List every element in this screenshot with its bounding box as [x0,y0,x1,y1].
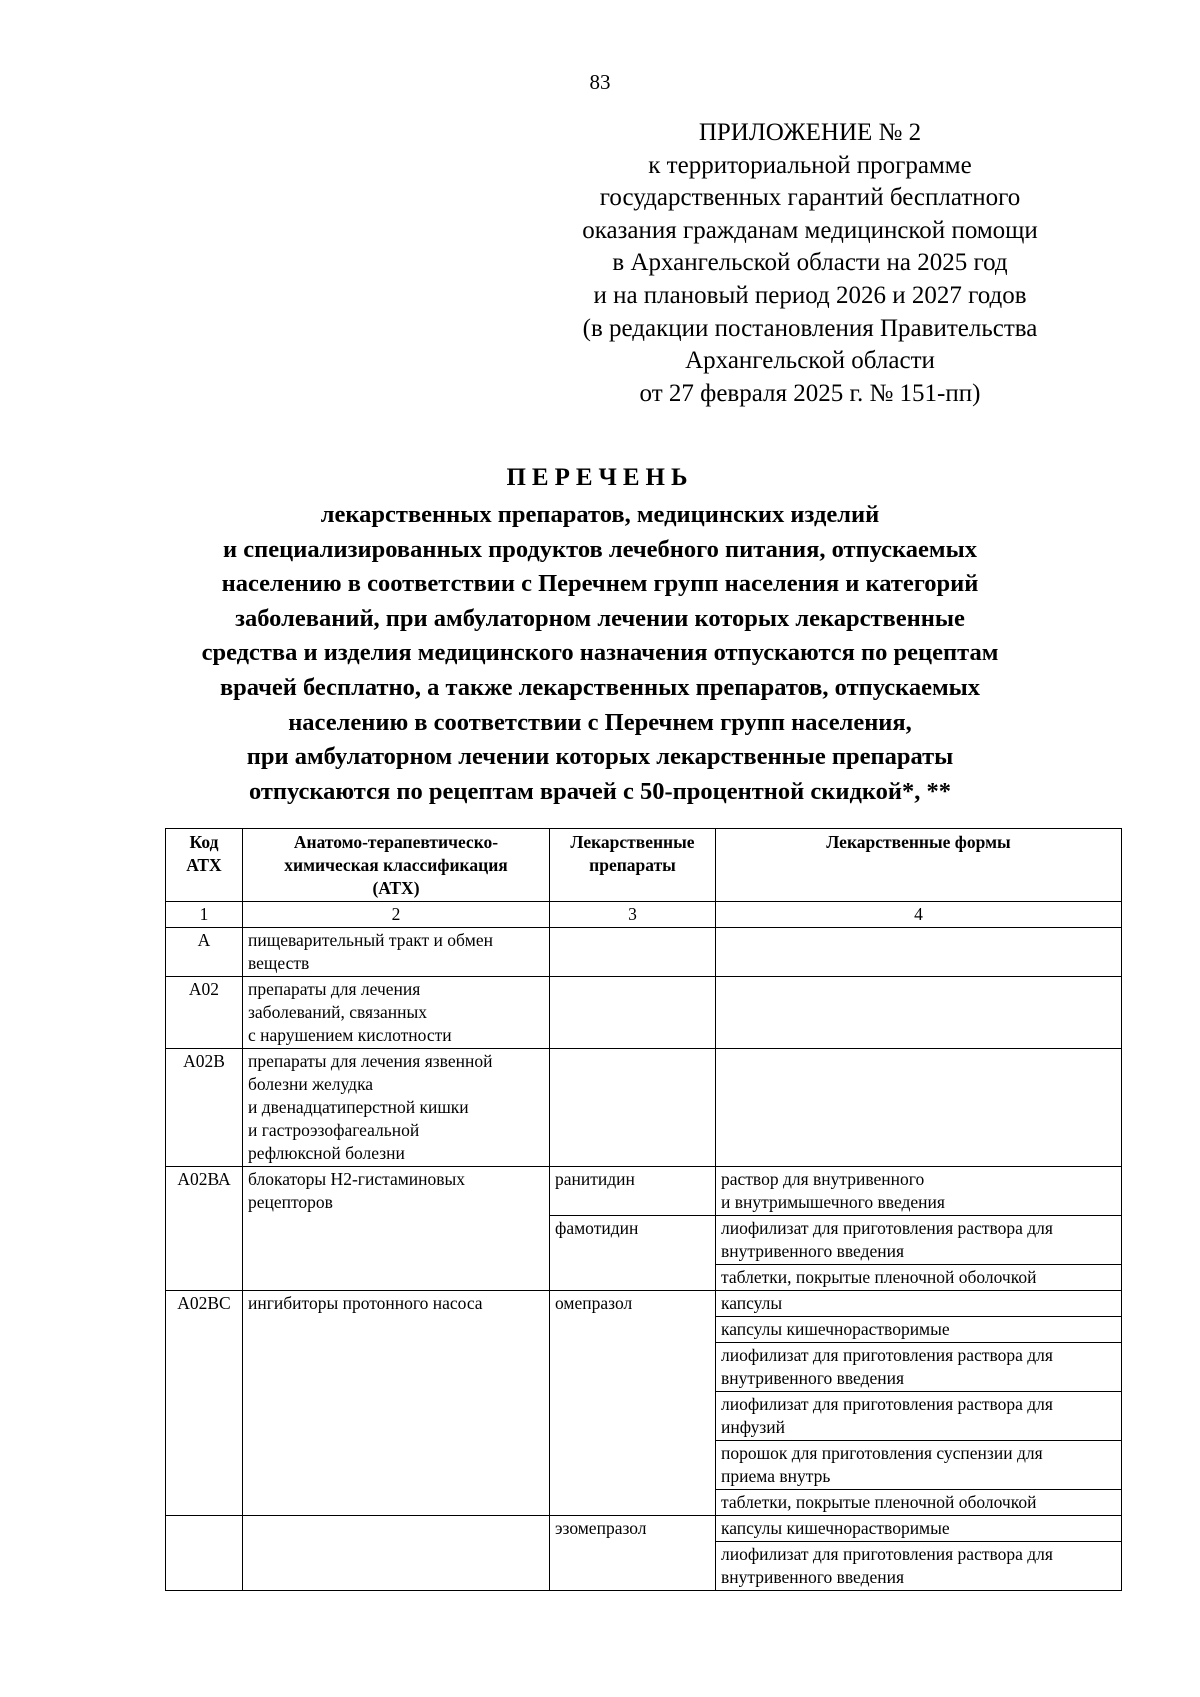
text-line: капсулы кишечнорастворимые [721,1518,950,1538]
text-line: заболеваний, связанных [248,1002,428,1022]
table-row [166,1167,1122,1216]
text-line: лиофилизат для приготовления раствора для [721,1544,1053,1564]
atc-code: А02ВА [166,1167,243,1291]
header-line: Анатомо-терапевтическо- [293,832,499,852]
header-forms [716,829,1122,902]
subtitle-line: населению в соответствии с Перечнем групп населения, [288,708,912,736]
text-line: и гастроэзофагеальной [248,1120,420,1140]
atc-description [243,1516,550,1591]
text-line: таблетки, покрытые пленочной оболочкой [721,1492,1037,1512]
subtitle-line: при амбулаторном лечении которых лекарственные препараты [246,743,954,771]
column-number: 1 [166,902,243,928]
dosage-form [716,1441,1122,1490]
appendix-line: ПРИЛОЖЕНИЕ № 2 [698,119,922,146]
atc-description [243,977,550,1049]
text-line: внутривенного введения [721,1567,905,1587]
header-line: (АТХ) [372,878,420,898]
text-line: лиофилизат для приготовления раствора для [721,1218,1053,1238]
text-line: ингибиторы протонного насоса [248,1293,483,1313]
atc-code: А02В [166,1049,243,1167]
appendix-line: к территориальной программе [648,151,972,179]
drug-name: ранитидин [550,1167,716,1216]
appendix-line: оказания гражданам медицинской помощи [582,216,1038,244]
table-row [166,977,1122,1049]
form-cell [716,928,1122,977]
text-line: инфузий [721,1417,786,1437]
page-number: 83 [589,70,611,94]
table-row [166,1516,1122,1542]
dosage-form [716,1516,1122,1542]
form-cell [716,977,1122,1049]
text-line: раствор для внутривенного [721,1169,925,1189]
drug-name: эзомепразол [550,1516,716,1591]
appendix-line: Архангельской области [685,347,935,375]
text-line: приема внутрь [721,1466,831,1486]
subtitle-line: и специализированных продуктов лечебного питания, отпускаемых [222,535,977,563]
atc-description [243,1291,550,1516]
dosage-form [716,1490,1122,1516]
header-line: Лекарственные формы [826,832,1011,852]
atc-code: А02 [166,977,243,1049]
text-line: лиофилизат для приготовления раствора для [721,1345,1053,1365]
text-line: лиофилизат для приготовления раствора для [721,1394,1053,1414]
subtitle-line: населению в соответствии с Перечнем групп населения и категорий [221,570,979,598]
text-line: таблетки, покрытые пленочной оболочкой [721,1267,1037,1287]
form-cell [716,1049,1122,1167]
drug-cell [550,1049,716,1167]
subtitle-line: лекарственных препаратов, медицинских изделий [320,501,880,528]
subtitle-line: средства и изделия медицинского назначения отпускаются по рецептам [201,639,999,667]
subtitle-line: отпускаются по рецептам врачей с 50-процентной скидкой*, ** [248,777,952,805]
appendix-line: (в редакции постановления Правительства [582,314,1038,342]
table-row [166,1049,1122,1167]
header-line: химическая классификация [284,855,508,875]
text-line: препараты для лечения язвенной [248,1051,493,1071]
dosage-form [716,1291,1122,1317]
table-row [166,1291,1122,1317]
column-number: 2 [243,902,550,928]
column-number: 3 [550,902,716,928]
drug-cell [550,928,716,977]
text-line: капсулы [721,1293,783,1313]
table-header-row [166,829,1122,902]
appendix-header [560,117,1060,410]
atc-code [166,1516,243,1591]
dosage-form [716,1392,1122,1441]
drug-cell [550,977,716,1049]
subtitle-line: врачей бесплатно, а также лекарственных препаратов, отпускаемых [219,673,981,701]
document-subtitle [140,498,1060,809]
text-line: веществ [248,953,310,973]
atc-description [243,1049,550,1167]
dosage-form [716,1343,1122,1392]
column-number-row [166,902,1122,928]
text-line: препараты для лечения [248,979,421,999]
header-line: Лекарственные [570,832,695,852]
text-line: болезни желудка [248,1074,374,1094]
atc-description [243,1167,550,1291]
text-line: порошок для приготовления суспензии для [721,1443,1043,1463]
atc-code: А [166,928,243,977]
text-line: и внутримышечного введения [721,1192,945,1212]
drug-name: омепразол [550,1291,716,1516]
appendix-line: государственных гарантий бесплатного [599,184,1021,212]
text-line: с нарушением кислотности [248,1025,452,1045]
dosage-form [716,1265,1122,1291]
appendix-line: в Архангельской области на 2025 год [612,249,1008,277]
header-code [166,829,243,902]
dosage-form [716,1216,1122,1265]
appendix-line: и на плановый период 2026 и 2027 годов [593,281,1027,309]
atc-code: А02ВС [166,1291,243,1516]
dosage-form [716,1542,1122,1591]
text-line: капсулы кишечнорастворимые [721,1319,950,1339]
text-line: блокаторы Н2-гистаминовых [248,1169,466,1189]
atc-description [243,928,550,977]
drug-list-table [165,828,1122,1591]
column-number: 4 [716,902,1122,928]
text-line: пищеварительный тракт и обмен [248,930,493,950]
text-line: рецепторов [248,1192,333,1212]
text-line: внутривенного введения [721,1241,905,1261]
header-line: Код [189,832,219,852]
table-row [166,928,1122,977]
drug-name: фамотидин [550,1216,716,1291]
header-line: препараты [589,855,676,875]
header-atc [243,829,550,902]
text-line: и двенадцатиперстной кишки [248,1097,469,1117]
text-line: внутривенного введения [721,1368,905,1388]
header-line: АТХ [186,855,222,875]
subtitle-line: заболеваний, при амбулаторном лечении которых лекарственные [235,604,965,632]
appendix-line: от 27 февраля 2025 г. № 151-пп) [639,379,981,407]
document-title: ПЕРЕЧЕНЬ [506,464,694,491]
dosage-form [716,1317,1122,1343]
dosage-form [716,1167,1122,1216]
text-line: рефлюксной болезни [248,1143,405,1163]
header-drugs [550,829,716,902]
